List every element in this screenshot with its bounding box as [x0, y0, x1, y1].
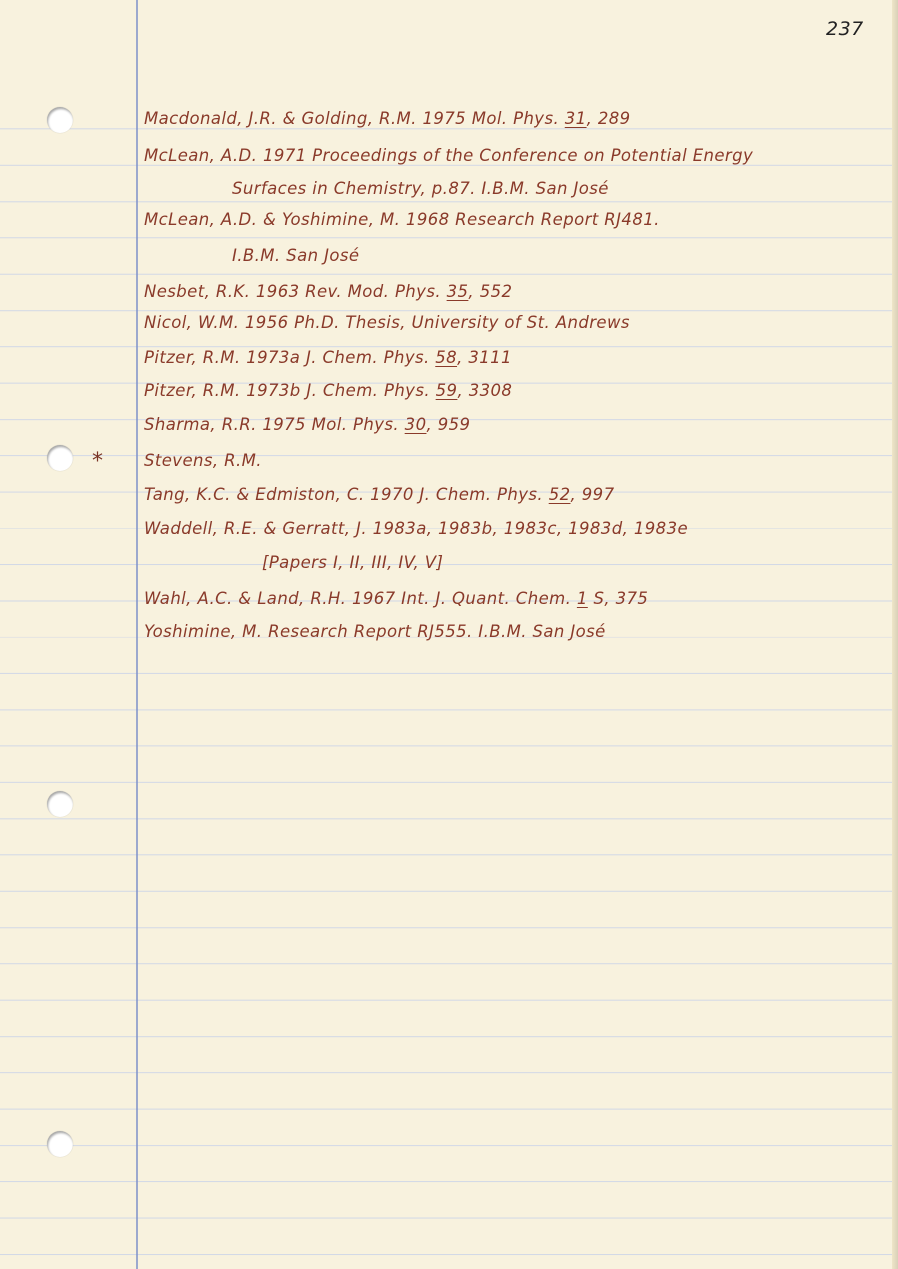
reference-entry: [144, 381, 512, 400]
reference-entry: [144, 485, 614, 504]
reference-entry: [144, 589, 648, 608]
reference-text: Yoshimine, M. Research Report RJ555. I.B.M. San José: [144, 622, 606, 641]
reference-entry: [144, 622, 606, 641]
reference-pages: , 997: [570, 485, 615, 504]
reference-pages: , 3308: [457, 381, 513, 400]
page-header-band: [0, 0, 898, 96]
binder-hole: [47, 445, 73, 471]
reference-text: Pitzer, R.M. 1973a J. Chem. Phys.: [144, 348, 436, 367]
reference-text: McLean, A.D. 1971 Proceedings of the Conference on Potential Energy: [144, 146, 754, 165]
reference-entry: [144, 109, 631, 128]
reference-volume: 58: [435, 348, 458, 367]
reference-entry: [144, 146, 753, 165]
reference-volume: 31: [564, 109, 587, 128]
reference-entry: [144, 415, 470, 434]
reference-text: Sharma, R.R. 1975 Mol. Phys.: [144, 415, 405, 434]
binder-hole: [47, 107, 73, 133]
reference-entry: [144, 348, 512, 367]
reference-pages: , 552: [468, 282, 513, 301]
reference-text: I.B.M. San José: [232, 246, 360, 265]
reference-text: Wahl, A.C. & Land, R.H. 1967 Int. J. Quant. Chem.: [144, 589, 577, 608]
star-annotation: *: [92, 449, 103, 474]
reference-pages: , 3111: [457, 348, 512, 367]
binder-hole: [47, 1131, 73, 1157]
reference-entry: [144, 313, 630, 332]
reference-continuation: [232, 179, 609, 198]
reference-volume: 35: [446, 282, 469, 301]
margin-line: [136, 0, 138, 1269]
reference-volume: 59: [435, 381, 458, 400]
reference-text: Macdonald, J.R. & Golding, R.M. 1975 Mol. Phys.: [144, 109, 565, 128]
reference-entry: [144, 210, 660, 229]
reference-text: Nicol, W.M. 1956 Ph.D. Thesis, University of St. Andrews: [144, 313, 630, 332]
reference-continuation: [232, 246, 359, 265]
binder-hole: [47, 791, 73, 817]
reference-volume: 30: [404, 415, 427, 434]
page-edge: [892, 0, 898, 1269]
reference-continuation: [262, 553, 443, 572]
reference-text: McLean, A.D. & Yoshimine, M. 1968 Research Report RJ481.: [144, 210, 660, 229]
reference-text: Nesbet, R.K. 1963 Rev. Mod. Phys.: [144, 282, 447, 301]
reference-entry: [144, 282, 512, 301]
reference-text: Waddell, R.E. & Gerratt, J. 1983a, 1983b, 1983c, 1983d, 1983e: [144, 519, 689, 538]
reference-volume: 52: [548, 485, 571, 504]
page-number: 237: [826, 18, 864, 40]
reference-text: Stevens, R.M.: [144, 451, 262, 470]
reference-pages: , 959: [426, 415, 471, 434]
reference-text: [Papers I, II, III, IV, V]: [262, 553, 444, 572]
reference-volume: 1: [576, 589, 588, 608]
reference-text: Pitzer, R.M. 1973b J. Chem. Phys.: [144, 381, 436, 400]
reference-pages: S, 375: [587, 589, 649, 608]
reference-text: Tang, K.C. & Edmiston, C. 1970 J. Chem. Phys.: [144, 485, 549, 504]
reference-entry: [144, 451, 262, 470]
reference-text: Surfaces in Chemistry, p.87. I.B.M. San José: [232, 179, 609, 198]
reference-pages: , 289: [586, 109, 631, 128]
reference-entry: [144, 519, 688, 538]
